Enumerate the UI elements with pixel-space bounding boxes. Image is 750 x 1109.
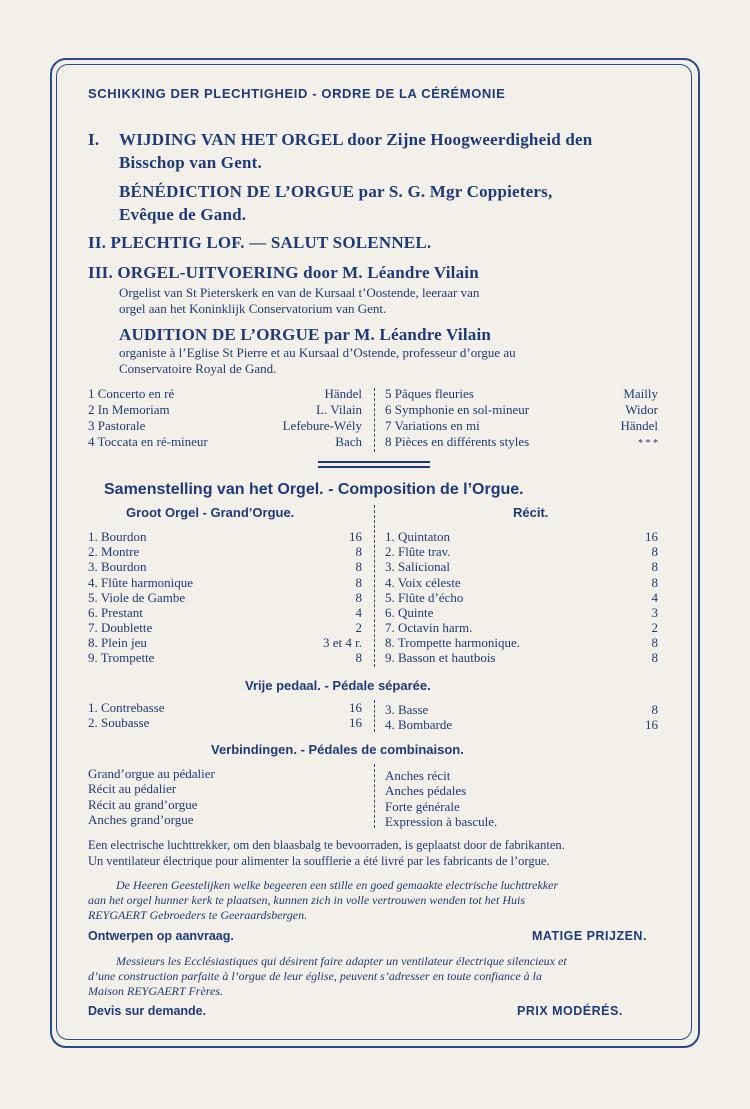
pedal-stop-size: 16 [645,717,658,732]
stop-name: 8. Trompette harmonique. [385,635,521,650]
combinations-divider [374,764,375,828]
combination-item: Forte générale [385,799,460,814]
section-3-fr-desc2: Conservatoire Royal de Gand. [119,361,277,376]
stop-size: 8 [355,650,362,665]
stop-size: 8 [651,575,658,590]
note-dutch: Een electrische luchttrekker, om den blaasbalg te bevoorraden, is geplaatst door de fabrikanten. [88,838,565,852]
great-organ-title: Groot Orgel - Grand’Orgue. [126,505,295,520]
pedal-stop-size: 16 [349,700,362,715]
program-divider [374,388,375,452]
program-title: 1 Concerto en ré [88,386,175,401]
combination-item: Grand’orgue au pédalier [88,766,215,781]
program-composer: * * * [638,438,658,449]
program-title: 2 In Memoriam [88,402,170,417]
pedal-stop-name: 3. Basse [385,702,429,717]
advert-french-1: Messieurs les Ecclésiastiques qui désirent faire adapter un ventilateur électrique silencieux et [116,954,567,968]
composition-title: Samenstelling van het Orgel. - Composition de l’Orgue. [104,481,524,498]
combination-item: Récit au pédalier [88,781,177,796]
advert-dutch-3: REYGAERT Gebroeders te Geeraardsbergen. [88,908,308,922]
stop-name: 5. Viole de Gambe [88,590,186,605]
stop-name: 7. Doublette [88,620,153,635]
stop-name: 5. Flûte d’écho [385,590,464,605]
section-3-fr-desc1: organiste à l’Eglise St Pierre et au Kursaal d’Ostende, professeur d’orgue au [119,345,516,360]
program-title: 4 Toccata en ré-mineur [88,434,208,449]
advert-french-2: d’une construction parfaite à l’orgue de leur église, peuvent s’adresser en toute confiance à la [88,969,543,983]
divider-bar [318,461,430,463]
stop-name: 8. Plein jeu [88,635,147,650]
designs-on-request: Ontwerpen op aanvraag. [88,929,234,943]
stop-name: 1. Bourdon [88,529,147,544]
combination-item: Anches grand’orgue [88,812,194,827]
section-1-num: I. [88,130,100,149]
stop-size: 4 [355,605,362,620]
section-3-desc2: orgel aan het Koninklijk Conservatorium van Gent. [119,301,387,316]
pedal-title: Vrije pedaal. - Pédale séparée. [245,678,431,693]
stop-size: 3 [651,605,658,620]
combinations-title: Verbindingen. - Pédales de combinaison. [211,742,464,757]
stop-size: 16 [645,529,658,544]
stop-size: 8 [355,544,362,559]
program-title: 7 Variations en mi [385,418,480,433]
advert-dutch-2: aan het orgel hunner kerk te plaatsen, kunnen zich in volle vertrouwen wenden tot het Huis [88,893,526,907]
pedal-stop-name: 1. Contrebasse [88,700,165,715]
stop-size: 8 [355,559,362,574]
divider-bar [318,466,430,468]
program-title: 8 Pièces en différents styles [385,434,530,449]
stop-name: 4. Flûte harmonique [88,575,194,590]
program-composer: Mailly [623,386,658,401]
stop-name: 9. Trompette [88,650,155,665]
program-title: 3 Pastorale [88,418,146,433]
advert-french-3: Maison REYGAERT Frères. [88,984,223,998]
pedal-stop-name: 2. Soubasse [88,715,150,730]
section-2: II. PLECHTIG LOF. — SALUT SOLENNEL. [88,233,432,252]
quote-on-request: Devis sur demande. [88,1004,207,1018]
stop-size: 8 [651,544,658,559]
stop-name: 2. Montre [88,544,140,559]
stop-name: 7. Octavin harm. [385,620,473,635]
program-composer: Widor [625,402,658,417]
section-1-line1: WIJDING VAN HET ORGEL door Zijne Hoogweerdigheid den [119,130,593,149]
stop-size: 8 [651,559,658,574]
combination-item: Anches récit [385,768,451,783]
stop-name: 9. Basson et hautbois [385,650,496,665]
program-title: 6 Symphonie en sol-mineur [385,402,530,417]
combination-item: Anches pédales [385,783,467,798]
stop-name: 2. Flûte trav. [385,544,451,559]
program-title: 5 Pâques fleuries [385,386,474,401]
stop-name: 3. Salicional [385,559,450,574]
moderate-prices-nl: MATIGE PRIJZEN. [532,929,647,943]
stop-size: 8 [651,650,658,665]
program-composer: Händel [620,418,658,433]
advert-dutch-1: De Heeren Geestelijken welke begeeren een stille en goed gemaakte electrische luchttrekker [116,878,559,892]
stop-name: 3. Bourdon [88,559,147,574]
stop-size: 8 [651,635,658,650]
section-3-desc1: Orgelist van St Pieterskerk en van de Kursaal t’Oostende, leeraar van [119,285,480,300]
stop-size: 16 [349,529,362,544]
stops-divider [374,505,375,667]
section-1-line2: Bisschop van Gent. [119,153,262,172]
stop-size: 4 [651,590,658,605]
stop-name: 6. Quinte [385,605,434,620]
stop-name: 4. Voix céleste [385,575,461,590]
moderate-prices-fr: PRIX MODÉRÉS. [517,1004,623,1018]
section-3: III. ORGEL-UITVOERING door M. Léandre Vilain [88,263,479,282]
stop-size: 8 [355,575,362,590]
recit-title: Récit. [513,505,549,520]
note-french: Un ventilateur électrique pour alimenter la soufflerie a été livré par les fabricants de l’orgue. [88,854,550,868]
section-3-fr: AUDITION DE L’ORGUE par M. Léandre Vilain [119,325,492,344]
stop-name: 1. Quintaton [385,529,450,544]
section-1-fr-line1: BÉNÉDICTION DE L’ORGUE par S. G. Mgr Coppieters, [119,182,553,201]
program-composer: Lefebure-Wély [282,418,362,433]
stop-size: 8 [355,590,362,605]
program-composer: L. Vilain [316,402,362,417]
section-1-fr-line2: Evêque de Gand. [119,205,247,224]
combination-item: Expression à bascule. [385,814,498,829]
pedal-stop-size: 8 [651,702,658,717]
combination-item: Récit au grand’orgue [88,797,198,812]
pedal-stop-size: 16 [349,715,362,730]
pedal-stop-name: 4. Bombarde [385,717,453,732]
stop-size: 3 et 4 r. [323,635,362,650]
ceremony-header: SCHIKKING DER PLECHTIGHEID - ORDRE DE LA CÉRÉMONIE [88,86,506,101]
program-composer: Bach [335,434,362,449]
pedal-divider [374,700,375,732]
program-composer: Händel [324,386,362,401]
stop-size: 2 [355,620,362,635]
stop-name: 6. Prestant [88,605,143,620]
stop-size: 2 [651,620,658,635]
